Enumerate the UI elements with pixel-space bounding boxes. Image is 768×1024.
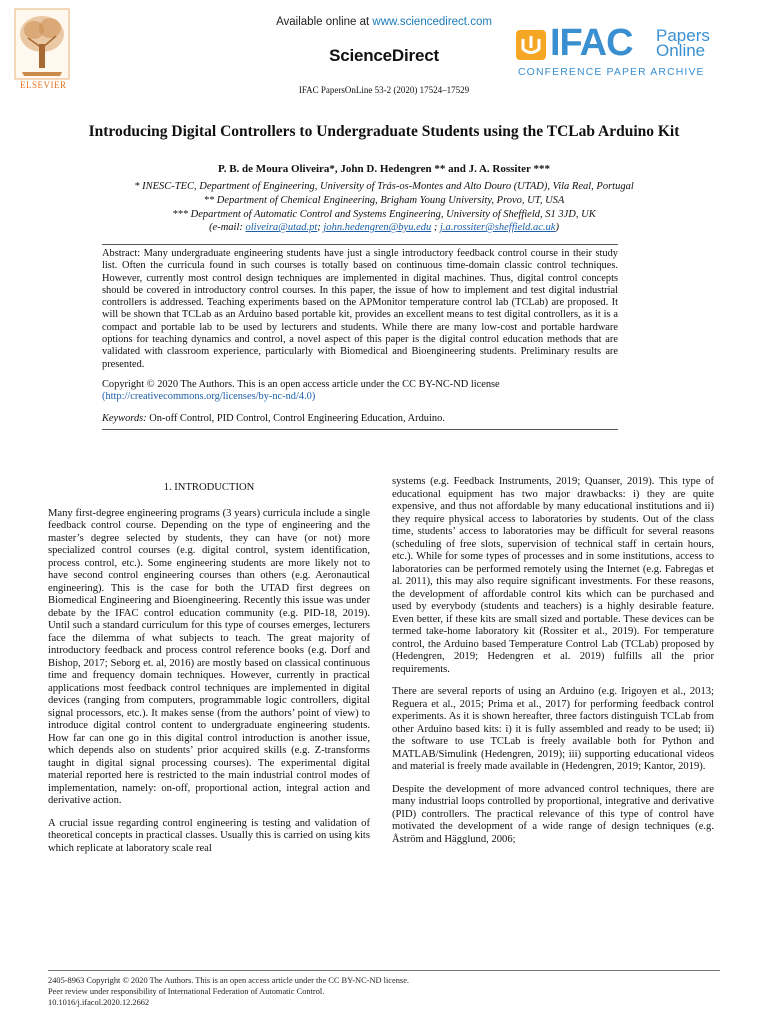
sciencedirect-brand: ScienceDirect <box>329 46 439 65</box>
email-link-oliveira[interactable]: oliveira@utad.pt <box>245 222 318 233</box>
journal-reference: IFAC PapersOnLine 53-2 (2020) 17524–17529 <box>298 85 470 95</box>
abstract-text: Abstract: Many undergraduate engineering students have just a single introductory feedback control course in their study list. Often the curricula found in such courses is totally based on continuous time-domain classic control techniques. However, currently most control design techniques are implemented in digital machines. Thus, digital control concepts should be covered in introductory control courses. In this paper, the issue of how to implement and test digital industrial controllers is addressed. Teaching experiments based on the APMonitor temperature control lab (TCLab) are proposed. It will be shown that TCLab as an Arduino based portable kit, provides an excellent means to test digital controllers, as it is a compact and portable lab to be used by lecturers and students. While there are many low-cost and portable hardware options for teaching dynamics and control, a novel aspect of this paper is the digital control education methods that are validated with classroom experience, particularly with Biomedical and Bioengineering students. Preliminary results are presented. <box>102 248 618 370</box>
ifac-wordmark: IFAC <box>550 22 633 64</box>
email-suffix: ) <box>555 222 559 233</box>
affiliation-3: *** Department of Automatic Control and Systems Engineering, University of Sheffield, S1 3JD, UK <box>172 209 596 220</box>
left-column <box>48 476 370 865</box>
email-prefix: (e-mail: <box>209 222 246 233</box>
sciencedirect-link[interactable]: www.sciencedirect.com <box>372 16 492 28</box>
email-separator: ; <box>317 222 324 233</box>
footer-peer-review: Peer review under responsibility of International Federation of Automatic Control. <box>48 987 325 996</box>
paper-authors: P. B. de Moura Oliveira*, John D. Hedengren ** and J. A. Rossiter *** <box>218 163 550 175</box>
email-link-rossiter[interactable]: j.a.rossiter@sheffield.ac.uk <box>440 222 556 233</box>
keywords-line <box>102 413 618 430</box>
papers-online-text <box>656 28 710 58</box>
papers-online-line-2: Online <box>656 41 706 60</box>
footer-doi: 10.1016/j.ifacol.2020.12.2662 <box>48 998 150 1007</box>
keywords-list: On-off Control, PID Control, Control Engineering Education, Arduino. <box>146 412 445 424</box>
papers-online-line-1: Papers <box>656 26 710 45</box>
paper-title: Introducing Digital Controllers to Undergraduate Students using the TCLab Arduino Kit <box>88 123 680 140</box>
conference-archive-text: CONFERENCE PAPER ARCHIVE <box>518 66 705 78</box>
copyright-line: Copyright © 2020 The Authors. This is an open access article under the CC BY-NC-ND license <box>102 378 500 390</box>
abstract-box <box>102 244 618 430</box>
right-column <box>392 476 714 856</box>
author-emails <box>0 222 768 233</box>
email-link-hedengren[interactable]: john.hedengren@byu.edu <box>323 222 432 233</box>
footer-copyright: 2405-8963 Copyright © 2020 The Authors. This is an open access article under the CC BY-NC-ND license. <box>48 976 410 985</box>
email-separator: ; <box>431 222 440 233</box>
copyright-notice <box>102 379 618 404</box>
elsevier-wordmark: ELSEVIER <box>20 80 67 90</box>
affiliation-1: * INESC-TEC, Department of Engineering, University of Trás-os-Montes and Alto Douro (UTAD), Vila Real, Portugal <box>134 181 634 192</box>
license-link[interactable]: (http://creativecommons.org/licenses/by-nc-nd/4.0) <box>102 391 316 403</box>
body-paragraph: A crucial issue regarding control engineering is testing and validation of theoretical concepts in practical classes. Usually this is carried on using kits which replicate at laboratory scale real <box>48 817 370 854</box>
ifac-emblem-icon <box>516 30 546 60</box>
body-paragraph: systems (e.g. Feedback Instruments, 2019; Quanser, 2019). This type of educational equipment has two major drawbacks: i) they are quite expensive, and thus not affordable by many educational institutions and ii) they require physical access to laboratories by students. Out of the class time, students’ access to laboratories may be difficult for several reasons (scheduling of free slots, supervision of technical staff in certain hours, etc.). While for some types of processes and in some institutions, access to laboratories can be performed remotely using the Internet (e.g. Fabregas et al. 2011), this may also require significant investments. For these reasons, the development of affordable control kits which can be purchased and used by everybody (students and teachers) is a highly desirable feature. Even better, if these kits are small sized and portable. These devices can be termed take-home laboratory kit (Rossiter et al., 2019). For temperature control, the Arduino based Temperature Control Lab (TCLab) proposed by (Hedengren, 2019; Hedengren et al. 2019) fulfills all the prior requirements. <box>392 476 714 675</box>
keywords-label: Keywords: <box>102 412 147 424</box>
body-paragraph: Many first-degree engineering programs (3 years) curricula include a single feedback control course. Depending on the type of engineering and the master’s degree selected by students, they can have (or not) more specialized control courses (e.g. digital control, system identification, process control, etc.). Some engineering students are more likely not to have second control engineering courses than others (e.g. Aeronautical engineering). This is the case for both the UTAD first degrees on Biomedical Engineering and Bioengineering. Recently this issue was under debate by the IFAC control education community (e.g. PID-18, 2019). Until such a standard curriculum for this type of courses emerges, lecturers face the dilemma of what subjects to teach. The great majority of introductory feedback and process control reference books (e.g. Dorf and Bishop, 2017; Seborg et. al, 2016) are mostly based on classical continuous time and frequency domain techniques. However, currently in practical applications most feedback control techniques are implemented in digital devices (ranging from computers, programmable logic controllers, digital signal processors, etc.). It makes sense (from the authors’ point of view) to introduce digital control content to undergraduate engineering students. How far can one go in this digital control introduction is another issue, which depends also on students’ prior acquired skills (e.g. Z-transforms taught in digital signal processing courses). The experimental digital material reported here is restricted to the main industrial control modes of implementation, namely: on-off, proportional action, integral action and derivative action. <box>48 507 370 806</box>
ifac-papersonline-logo <box>516 22 756 86</box>
affiliation-2: ** Department of Chemical Engineering, Brigham Young University, Provo, UT, USA <box>203 195 565 206</box>
page-footer <box>48 970 720 1008</box>
body-paragraph: Despite the development of more advanced control techniques, there are many industrial loops controlled by proportional, integrative and derivative (PID) controllers. The practical relevance of this type of control have motivated the development of a wide range of design techniques (e.g. Åström and Hägglund, 2006; <box>392 783 714 845</box>
available-online-prefix: Available online at <box>276 16 373 28</box>
body-paragraph: There are several reports of using an Arduino (e.g. Irigoyen et al., 2013; Reguera et al., 2015; Prima et al., 2017) for performing feedback control experiments. As it is shown hereafter, three factors distinguish TCLab from other Arduino based kits: i) it is fully assembled and ready to be used; ii) the software to use TCLab is freely available both for Python and MATLAB/Simulink (Hedengren, 2019); iii) supporting educational videos and material is freely made available in (Hedengren, 2019; Kantor, 2019). <box>392 686 714 772</box>
section-heading-introduction: 1. INTRODUCTION <box>163 482 255 493</box>
